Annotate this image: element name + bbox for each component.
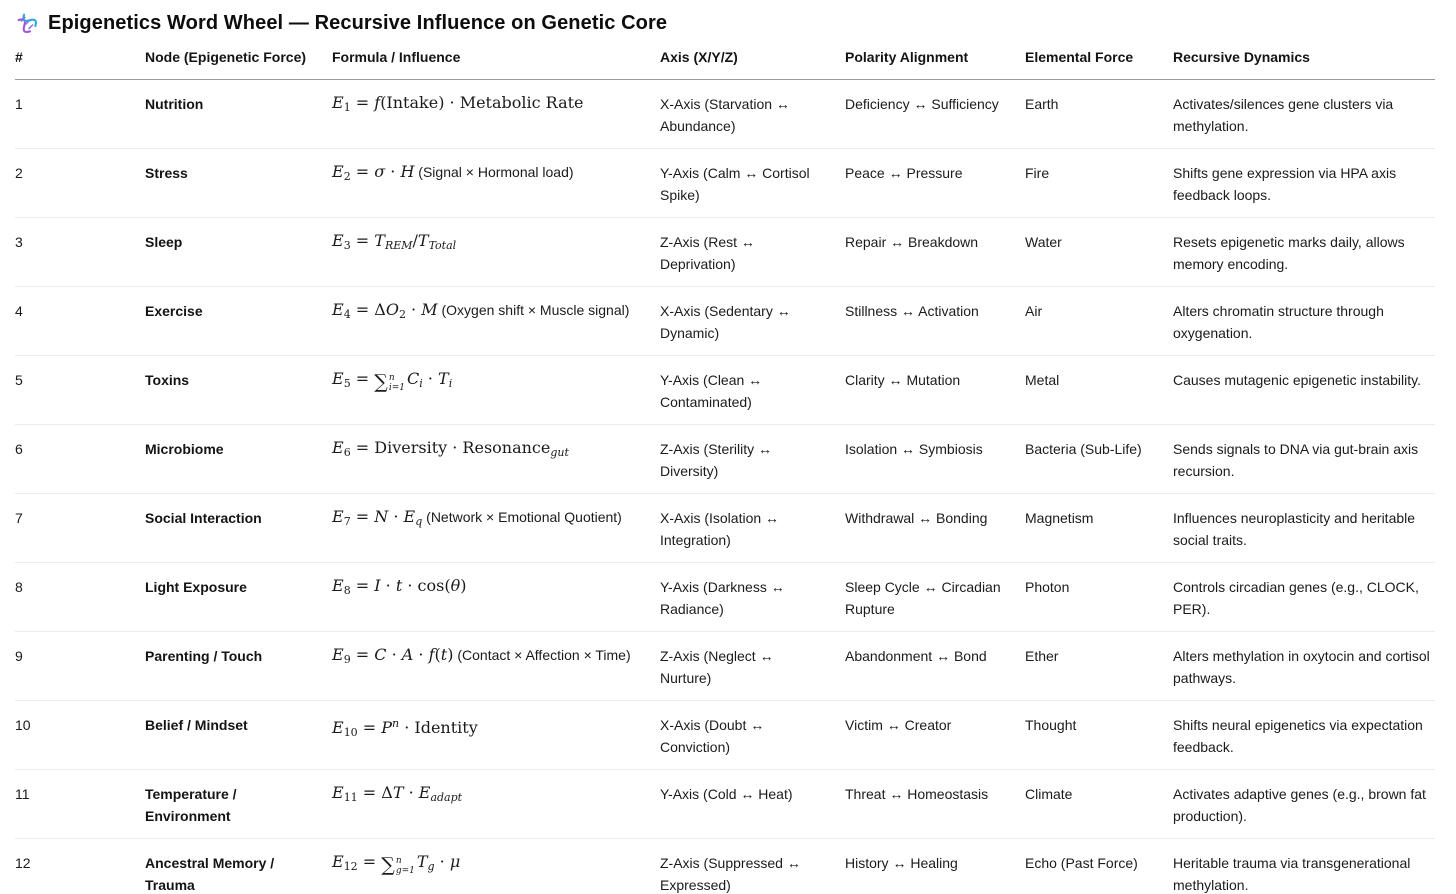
- cell-element: Ether: [1025, 632, 1173, 701]
- page-title: Epigenetics Word Wheel — Recursive Influence on Genetic Core: [48, 11, 668, 34]
- cell-node: Exercise: [145, 287, 332, 356]
- cell-axis: Y-Axis (Calm ↔ Cortisol Spike): [660, 149, 845, 218]
- cell-node: Social Interaction: [145, 494, 332, 563]
- cell-node: Stress: [145, 149, 332, 218]
- table-row: [15, 770, 1435, 839]
- cell-num: 6: [15, 425, 145, 494]
- col-header-element: Elemental Force: [1025, 39, 1173, 80]
- cell-polarity: Isolation ↔ Symbiosis: [845, 425, 1025, 494]
- cell-element: Echo (Past Force): [1025, 839, 1173, 894]
- cell-num: 5: [15, 356, 145, 425]
- cell-num: 10: [15, 701, 145, 770]
- cell-axis: Y-Axis (Cold ↔ Heat): [660, 770, 845, 839]
- cell-node: Ancestral Memory / Trauma: [145, 839, 332, 894]
- cell-axis: Z-Axis (Suppressed ↔ Expressed): [660, 839, 845, 894]
- cell-element: Climate: [1025, 770, 1173, 839]
- cell-node: Light Exposure: [145, 563, 332, 632]
- cell-element: Photon: [1025, 563, 1173, 632]
- cell-axis: X-Axis (Sedentary ↔ Dynamic): [660, 287, 845, 356]
- col-header-formula: Formula / Influence: [332, 39, 660, 80]
- cell-formula: E12 = ∑ n g=1 Tg · μ: [332, 839, 660, 894]
- cell-axis: Y-Axis (Darkness ↔ Radiance): [660, 563, 845, 632]
- cell-polarity: Victim ↔ Creator: [845, 701, 1025, 770]
- cell-dynamics: Alters chromatin structure through oxygenation.: [1173, 287, 1435, 356]
- table-row: [15, 563, 1435, 632]
- cell-polarity: Repair ↔ Breakdown: [845, 218, 1025, 287]
- cell-dynamics: Resets epigenetic marks daily, allows memory encoding.: [1173, 218, 1435, 287]
- cell-formula: E4 = ΔO2 · M (Oxygen shift × Muscle signal): [332, 287, 660, 356]
- dna-icon: [15, 11, 39, 35]
- cell-num: 8: [15, 563, 145, 632]
- cell-num: 7: [15, 494, 145, 563]
- table-row: [15, 701, 1435, 770]
- cell-dynamics: Sends signals to DNA via gut-brain axis recursion.: [1173, 425, 1435, 494]
- table-row: [15, 218, 1435, 287]
- cell-axis: Z-Axis (Neglect ↔ Nurture): [660, 632, 845, 701]
- col-header-dynamics: Recursive Dynamics: [1173, 39, 1435, 80]
- cell-axis: Y-Axis (Clean ↔ Contaminated): [660, 356, 845, 425]
- cell-formula: E9 = C · A · f(t) (Contact × Affection × Time): [332, 632, 660, 701]
- cell-polarity: Peace ↔ Pressure: [845, 149, 1025, 218]
- cell-dynamics: Heritable trauma via transgenerational methylation.: [1173, 839, 1435, 894]
- cell-element: Fire: [1025, 149, 1173, 218]
- cell-axis: X-Axis (Isolation ↔ Integration): [660, 494, 845, 563]
- cell-element: Metal: [1025, 356, 1173, 425]
- cell-formula: E8 = I · t · cos(θ): [332, 563, 660, 632]
- table-row: [15, 80, 1435, 149]
- cell-node: Microbiome: [145, 425, 332, 494]
- cell-element: Earth: [1025, 80, 1173, 149]
- cell-node: Temperature / Environment: [145, 770, 332, 839]
- cell-num: 4: [15, 287, 145, 356]
- cell-formula: E5 = ∑ n i=1 Ci · Ti: [332, 356, 660, 425]
- cell-polarity: History ↔ Healing: [845, 839, 1025, 894]
- cell-dynamics: Activates/silences gene clusters via methylation.: [1173, 80, 1435, 149]
- title-bar: [0, 0, 1456, 37]
- table-row: [15, 839, 1435, 894]
- cell-element: Bacteria (Sub-Life): [1025, 425, 1173, 494]
- table-row: [15, 356, 1435, 425]
- col-header-num: #: [15, 39, 145, 80]
- table-row: [15, 632, 1435, 701]
- cell-formula: E7 = N · Eq (Network × Emotional Quotient): [332, 494, 660, 563]
- cell-polarity: Sleep Cycle ↔ Circadian Rupture: [845, 563, 1025, 632]
- cell-formula: E2 = σ · H (Signal × Hormonal load): [332, 149, 660, 218]
- table-body: [15, 80, 1435, 894]
- cell-formula: E3 = TREM/TTotal: [332, 218, 660, 287]
- cell-num: 2: [15, 149, 145, 218]
- cell-polarity: Abandonment ↔ Bond: [845, 632, 1025, 701]
- cell-formula: $E10 = P^n$ · Identity: [332, 701, 660, 770]
- cell-node: Parenting / Touch: [145, 632, 332, 701]
- cell-node: Nutrition: [145, 80, 332, 149]
- table-row: [15, 425, 1435, 494]
- table-header: [15, 39, 1435, 80]
- cell-axis: Z-Axis (Sterility ↔ Diversity): [660, 425, 845, 494]
- cell-dynamics: Shifts neural epigenetics via expectation feedback.: [1173, 701, 1435, 770]
- cell-dynamics: Activates adaptive genes (e.g., brown fat production).: [1173, 770, 1435, 839]
- cell-formula: E1 = f(Intake) · Metabolic Rate: [332, 80, 660, 149]
- cell-num: 9: [15, 632, 145, 701]
- cell-dynamics: Causes mutagenic epigenetic instability.: [1173, 356, 1435, 425]
- cell-element: Air: [1025, 287, 1173, 356]
- cell-dynamics: Controls circadian genes (e.g., CLOCK, PER).: [1173, 563, 1435, 632]
- cell-dynamics: Alters methylation in oxytocin and cortisol pathways.: [1173, 632, 1435, 701]
- cell-node: Sleep: [145, 218, 332, 287]
- cell-dynamics: Shifts gene expression via HPA axis feedback loops.: [1173, 149, 1435, 218]
- cell-formula: E6 = Diversity · Resonancegut: [332, 425, 660, 494]
- epigenetics-table: [15, 39, 1435, 894]
- col-header-polarity: Polarity Alignment: [845, 39, 1025, 80]
- cell-polarity: Withdrawal ↔ Bonding: [845, 494, 1025, 563]
- table-row: [15, 494, 1435, 563]
- cell-polarity: Clarity ↔ Mutation: [845, 356, 1025, 425]
- cell-element: Thought: [1025, 701, 1173, 770]
- cell-formula: E11 = ΔT · Eadapt: [332, 770, 660, 839]
- cell-num: 3: [15, 218, 145, 287]
- cell-polarity: Deficiency ↔ Sufficiency: [845, 80, 1025, 149]
- cell-dynamics: Influences neuroplasticity and heritable social traits.: [1173, 494, 1435, 563]
- cell-polarity: Threat ↔ Homeostasis: [845, 770, 1025, 839]
- cell-polarity: Stillness ↔ Activation: [845, 287, 1025, 356]
- cell-element: Water: [1025, 218, 1173, 287]
- cell-node: Belief / Mindset: [145, 701, 332, 770]
- cell-axis: Z-Axis (Rest ↔ Deprivation): [660, 218, 845, 287]
- cell-axis: X-Axis (Starvation ↔ Abundance): [660, 80, 845, 149]
- cell-num: 11: [15, 770, 145, 839]
- table-row: [15, 287, 1435, 356]
- cell-num: 1: [15, 80, 145, 149]
- cell-element: Magnetism: [1025, 494, 1173, 563]
- cell-node: Toxins: [145, 356, 332, 425]
- table-row: [15, 149, 1435, 218]
- cell-axis: X-Axis (Doubt ↔ Conviction): [660, 701, 845, 770]
- cell-num: 12: [15, 839, 145, 894]
- col-header-axis: Axis (X/Y/Z): [660, 39, 845, 80]
- col-header-node: Node (Epigenetic Force): [145, 39, 332, 80]
